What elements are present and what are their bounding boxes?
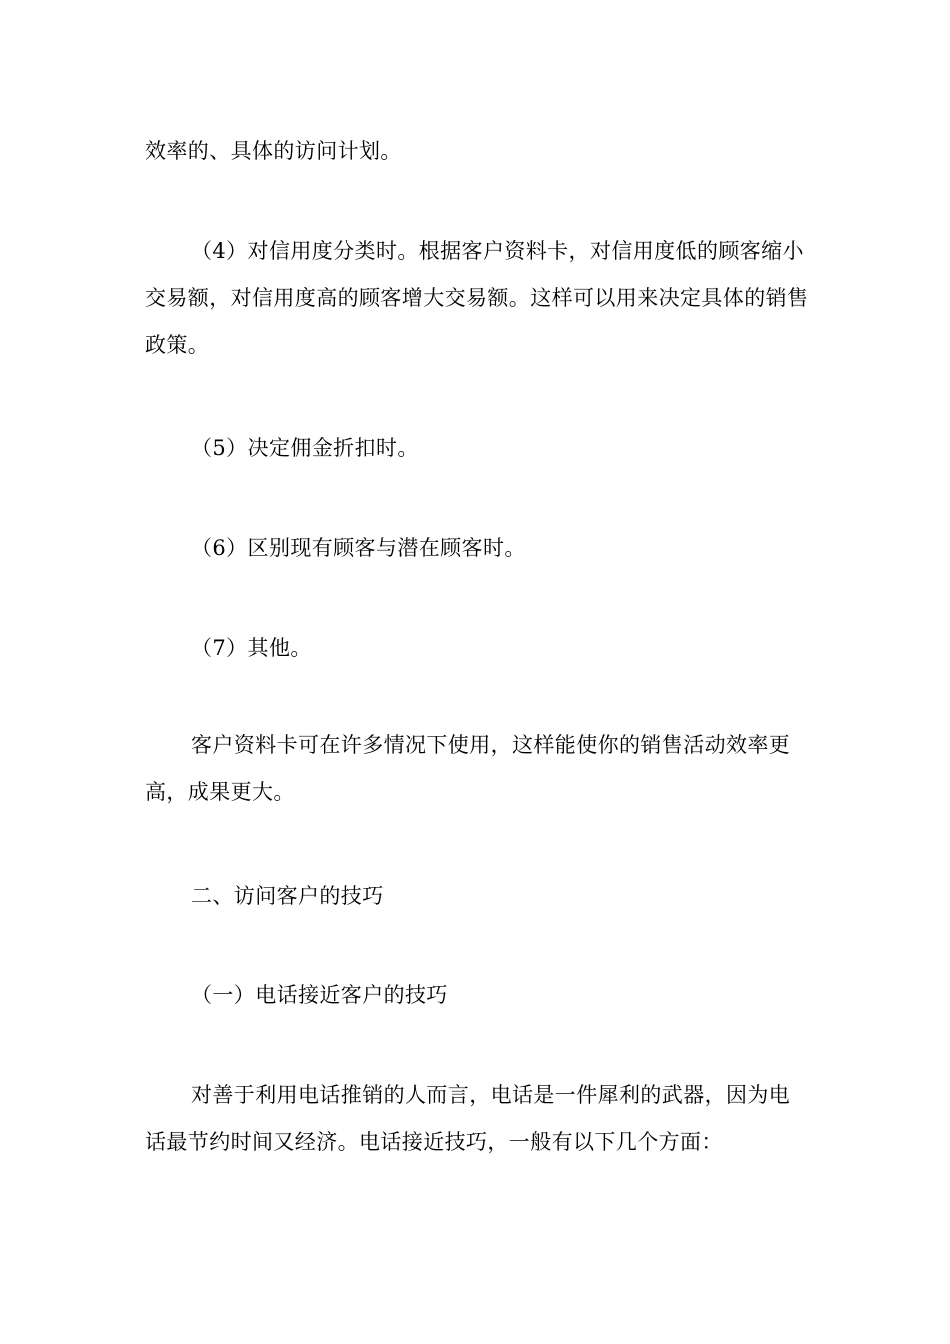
paragraph-other: （7）其他。 bbox=[191, 636, 312, 660]
paragraph-existing-vs-potential: （6）区别现有顾客与潜在顾客时。 bbox=[191, 536, 526, 560]
section-heading-visit-skills: 二、访问客户的技巧 bbox=[191, 884, 384, 908]
paragraph-customer-card-usage: 客户资料卡可在许多情况下使用，这样能使你的销售活动效率更高，成果更大。 bbox=[145, 733, 791, 804]
subsection-heading-phone-approach: （一）电话接近客户的技巧 bbox=[191, 983, 448, 1007]
paragraph-credit-classification: （4）对信用度分类时。根据客户资料卡，对信用度低的顾客缩小交易额，对信用度高的顾客增大交易额。这样可以用来决定具体的销售政策。 bbox=[145, 239, 809, 357]
paragraph-phone-sales: 对善于利用电话推销的人而言，电话是一件犀利的武器，因为电话最节约时间又经济。电话接近技巧，一般有以下几个方面： bbox=[145, 1083, 791, 1154]
paragraph-continuation: 效率的、具体的访问计划。 bbox=[145, 139, 402, 163]
paragraph-commission-discount: （5）决定佣金折扣时。 bbox=[191, 436, 419, 460]
